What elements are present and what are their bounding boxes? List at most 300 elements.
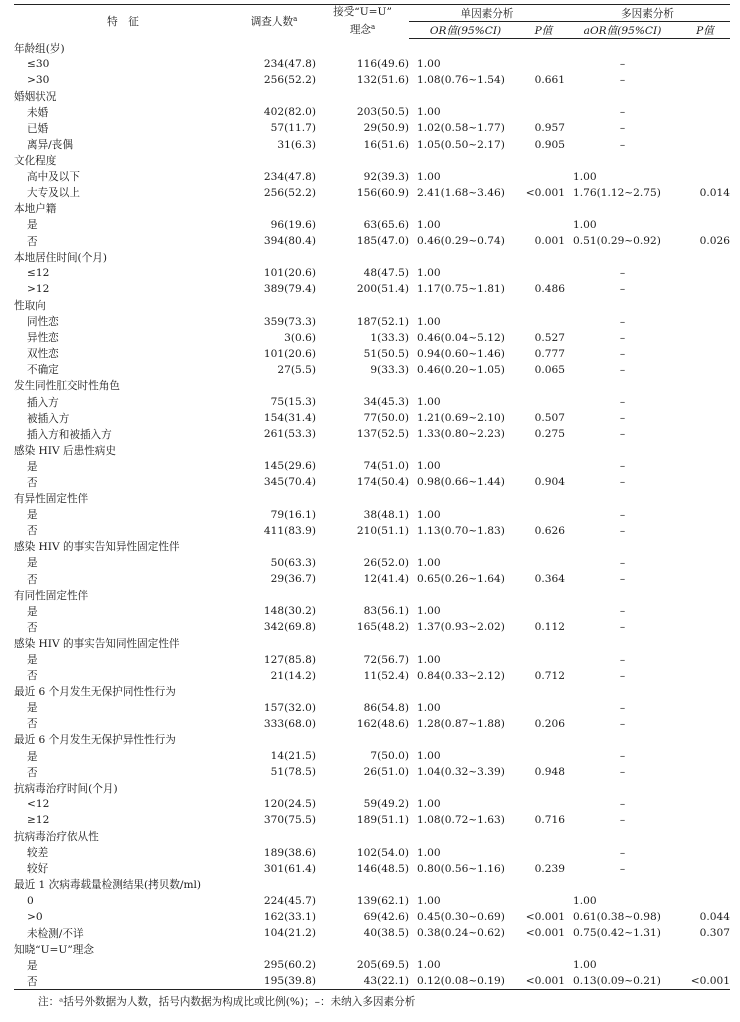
survey-count: 359(73.3): [263, 315, 316, 328]
accept-count: 174(50.4): [356, 476, 409, 489]
survey-count: 333(68.0): [263, 717, 316, 730]
group-label: 抗病毒治疗时间(个月): [14, 782, 118, 795]
table-row: [14, 748, 730, 764]
accept-count: 116(49.6): [356, 58, 409, 71]
or-value: 1.00: [417, 846, 441, 859]
accept-count: 156(60.9): [356, 186, 409, 199]
p-value: <0.001: [525, 186, 565, 199]
or-value: 1.00: [417, 396, 441, 409]
survey-count: 21(14.2): [270, 669, 316, 682]
accept-count: 29(50.9): [363, 122, 409, 135]
p-value-adjusted: [680, 603, 730, 619]
accept-count: 162(48.6): [356, 717, 409, 730]
group-label: 最近 6 个月发生无保护同性性行为: [14, 686, 176, 699]
accept-count: 26(52.0): [363, 556, 409, 569]
row-label: 较好: [27, 863, 49, 876]
aor-value: –: [619, 138, 626, 151]
p-value-adjusted: [680, 748, 730, 764]
row-label: 0: [27, 894, 34, 907]
table-row: [14, 555, 730, 571]
p-value: 0.112: [534, 621, 565, 634]
p-value-adjusted: [680, 555, 730, 571]
aor-value: –: [619, 798, 626, 811]
group-label: 感染 HIV 后患性病史: [14, 444, 116, 457]
p-value: [522, 555, 565, 571]
accept-count: 205(69.5): [356, 959, 409, 972]
row-label: 被插入方: [27, 412, 70, 425]
or-value: 1.08(0.76~1.54): [417, 74, 505, 87]
table-row: [14, 362, 730, 378]
survey-count: 301(61.4): [263, 862, 316, 875]
p-value-adjusted: [680, 265, 730, 281]
p-value: 0.905: [534, 138, 565, 151]
accept-count: 59(49.2): [363, 798, 409, 811]
aor-value: 0.75(0.42~1.31): [573, 927, 661, 940]
p-value-adjusted: [680, 72, 730, 88]
p-value: 0.001: [534, 235, 565, 248]
header-feature: 特 征: [107, 16, 139, 29]
table-footnote: 注：ᵃ括号外数据为人数，括号内数据为构成比或比例(%)；–：未纳入多因素分析: [38, 996, 416, 1008]
aor-value: –: [619, 556, 626, 569]
p-value: <0.001: [522, 973, 565, 989]
accept-count: 92(39.3): [363, 170, 409, 183]
accept-count: 34(45.3): [363, 396, 409, 409]
survey-count: 157(32.0): [263, 701, 316, 714]
aor-value: –: [619, 862, 626, 875]
p-value-adjusted: [680, 330, 730, 346]
row-label: 是: [27, 605, 38, 618]
p-value-adjusted: [680, 217, 730, 233]
accept-count: 77(50.0): [363, 412, 409, 425]
survey-count: 96(19.6): [270, 218, 316, 231]
aor-value: –: [619, 396, 626, 409]
survey-count: 31(6.3): [277, 138, 316, 151]
header-accept-uu: 接受“U=U” 理念$^a$: [333, 6, 392, 37]
header-univariate: 单因素分析: [409, 5, 565, 22]
p-value-adjusted: [680, 619, 730, 635]
table-body: [14, 39, 730, 990]
row-label: 异性恋: [27, 332, 59, 345]
survey-count: 394(80.4): [263, 235, 316, 248]
accept-count: 12(41.4): [363, 573, 409, 586]
group-header-row: [14, 297, 730, 313]
group-header-row: [14, 780, 730, 796]
accept-count: 9(33.3): [370, 363, 409, 376]
table-row: [14, 909, 730, 925]
table-row: [14, 120, 730, 136]
table-row: [14, 925, 730, 941]
or-value: 1.00: [417, 894, 441, 907]
aor-value: –: [619, 605, 626, 618]
table-row: [14, 410, 730, 426]
aor-value: –: [619, 524, 626, 537]
survey-count: 256(52.2): [263, 74, 316, 87]
group-header-row: [14, 378, 730, 394]
aor-value: –: [619, 315, 626, 328]
row-label: ≥12: [27, 814, 50, 827]
aor-value: –: [619, 508, 626, 521]
accept-count: 137(52.5): [356, 428, 409, 441]
p-value: [522, 651, 565, 667]
or-value: 1.00: [417, 750, 441, 763]
aor-value: –: [619, 74, 626, 87]
accept-count: 26(51.0): [363, 766, 409, 779]
or-value: 1.00: [417, 58, 441, 71]
survey-count: 234(47.8): [263, 58, 316, 71]
p-value: [522, 458, 565, 474]
p-value-adjusted: <0.001: [680, 973, 730, 989]
table-row: [14, 973, 730, 989]
row-label: 否: [14, 973, 232, 989]
or-value: 1.00: [417, 267, 441, 280]
p-value-adjusted: [680, 716, 730, 732]
row-label: 已婚: [27, 122, 49, 135]
aor-value: –: [619, 106, 626, 119]
p-value: 0.206: [534, 717, 565, 730]
or-value: 0.65(0.26~1.64): [417, 573, 505, 586]
aor-value: 0.51(0.29~0.92): [573, 235, 661, 248]
survey-count: 402(82.0): [263, 106, 316, 119]
aor-value: –: [619, 766, 626, 779]
survey-count: 224(45.7): [263, 894, 316, 907]
accept-count: 72(56.7): [363, 653, 409, 666]
accept-count: 210(51.1): [356, 524, 409, 537]
p-value-adjusted: [680, 426, 730, 442]
p-value: 0.661: [534, 74, 565, 87]
or-value: 0.46(0.04~5.12): [417, 331, 505, 344]
row-label: 否: [27, 718, 38, 731]
p-value-adjusted: [680, 281, 730, 297]
p-value-adjusted: [680, 861, 730, 877]
table-row: [14, 619, 730, 635]
or-value: 0.80(0.56~1.16): [417, 862, 505, 875]
p-value: [522, 265, 565, 281]
p-value: [522, 748, 565, 764]
aor-value: –: [619, 814, 626, 827]
aor-value: –: [619, 476, 626, 489]
p-value-adjusted: [680, 764, 730, 780]
p-value: [522, 314, 565, 330]
survey-count: 3(0.6): [284, 331, 316, 344]
survey-count: 27(5.5): [277, 363, 316, 376]
row-label: 否: [27, 766, 38, 779]
table-row: [14, 314, 730, 330]
aor-value: –: [619, 267, 626, 280]
aor-value: –: [619, 412, 626, 425]
table-row: [14, 603, 730, 619]
or-value: 1.28(0.87~1.88): [417, 717, 505, 730]
row-label: 双性恋: [27, 348, 59, 361]
p-value: 0.275: [534, 428, 565, 441]
row-label: 否: [27, 621, 38, 634]
group-header-row: [14, 491, 730, 507]
p-value-adjusted: [680, 410, 730, 426]
accept-count: 69(42.6): [363, 911, 409, 924]
accept-count: 48(47.5): [363, 267, 409, 280]
row-label: ≤30: [27, 58, 50, 71]
p-value: 0.957: [534, 122, 565, 135]
survey-count: 342(69.8): [263, 621, 316, 634]
accept-count: 63(65.6): [363, 218, 409, 231]
group-label: 发生同性肛交时性角色: [14, 380, 120, 393]
p-value: [522, 845, 565, 861]
p-value-adjusted: [680, 136, 730, 152]
row-label: 未婚: [27, 106, 49, 119]
survey-count: 14(21.5): [270, 750, 316, 763]
table-row: [14, 716, 730, 732]
p-value: 0.239: [534, 862, 565, 875]
survey-count: 120(24.5): [263, 798, 316, 811]
row-label: 是: [27, 460, 38, 473]
survey-count: 295(60.2): [263, 959, 316, 972]
row-label: 高中及以下: [27, 171, 80, 184]
group-header-row: [14, 635, 730, 651]
or-value: 1.04(0.32~3.39): [417, 766, 505, 779]
accept-count: 187(52.1): [356, 315, 409, 328]
aor-value: –: [619, 846, 626, 859]
group-label: 有异性固定性伴: [14, 493, 89, 506]
p-value: <0.001: [525, 927, 565, 940]
aor-value: 1.00: [573, 170, 597, 183]
row-label: 离异/丧偶: [27, 139, 73, 152]
table-row: [14, 56, 730, 72]
p-value: [522, 796, 565, 812]
table-row: [14, 474, 730, 490]
p-value: 0.065: [534, 363, 565, 376]
p-value-adjusted: [680, 507, 730, 523]
table-row: [14, 957, 730, 973]
survey-count: 189(38.6): [263, 846, 316, 859]
p-value-adjusted: [680, 571, 730, 587]
row-label: 是: [27, 750, 38, 763]
table-row: [14, 507, 730, 523]
row-label: >12: [27, 283, 50, 296]
p-value: 0.507: [534, 412, 565, 425]
p-value-adjusted: [680, 668, 730, 684]
row-label: 否: [27, 235, 38, 248]
header-or-ci: OR值(95%CI): [409, 22, 522, 39]
accept-count: 51(50.5): [363, 347, 409, 360]
accept-count: 165(48.2): [356, 621, 409, 634]
p-value: [522, 957, 565, 973]
or-value: 1.17(0.75~1.81): [417, 283, 505, 296]
p-value: 0.777: [534, 347, 565, 360]
table-row: [14, 796, 730, 812]
row-label: 插入方和被插入方: [27, 428, 112, 441]
row-label: 否: [27, 476, 38, 489]
header-aor-ci: aOR值(95%CI): [565, 22, 680, 39]
table-row: [14, 523, 730, 539]
accept-count: 203(50.5): [356, 106, 409, 119]
row-label: 是: [27, 702, 38, 715]
p-value: [522, 893, 565, 909]
group-header-row: [14, 39, 730, 57]
accept-count: 1(33.3): [370, 331, 409, 344]
table-row: [14, 700, 730, 716]
row-label: 插入方: [27, 396, 59, 409]
survey-count: 411(83.9): [263, 524, 316, 537]
row-label: >30: [27, 74, 50, 87]
table-row: [14, 104, 730, 120]
accept-count: 132(51.6): [356, 74, 409, 87]
or-value: 1.00: [417, 315, 441, 328]
p-value-adjusted: [680, 314, 730, 330]
or-value: 0.12(0.08~0.19): [409, 973, 522, 989]
p-value-adjusted: 0.026: [699, 235, 730, 248]
aor-value: 0.61(0.38~0.98): [573, 911, 661, 924]
or-value: 1.37(0.93~2.02): [417, 621, 505, 634]
survey-count: 261(53.3): [263, 428, 316, 441]
row-label: 否: [27, 525, 38, 538]
or-value: 1.05(0.50~2.17): [417, 138, 505, 151]
table-row: [14, 426, 730, 442]
p-value: [522, 169, 565, 185]
row-label: 同性恋: [27, 316, 59, 329]
p-value-adjusted: [680, 169, 730, 185]
group-header-row: [14, 153, 730, 169]
row-label: <12: [27, 798, 50, 811]
p-value-adjusted: 0.044: [699, 911, 730, 924]
or-value: 0.46(0.29~0.74): [417, 235, 505, 248]
table-row: [14, 217, 730, 233]
p-value: <0.001: [525, 911, 565, 924]
survey-count: 29(36.7): [270, 573, 316, 586]
aor-value: –: [619, 363, 626, 376]
aor-value: –: [619, 331, 626, 344]
accept-count: 86(54.8): [363, 701, 409, 714]
table-row: [14, 571, 730, 587]
group-label: 性取向: [14, 299, 46, 312]
survey-count: 370(75.5): [263, 814, 316, 827]
accept-count: 7(50.0): [370, 750, 409, 763]
row-label: 否: [27, 670, 38, 683]
table-row: [14, 281, 730, 297]
header-survey-count: 调查人数$^a$: [250, 15, 298, 29]
aor-value: 1.00: [573, 894, 597, 907]
table-row: [14, 265, 730, 281]
group-label: 最近 1 次病毒载量检测结果(拷贝数/ml): [14, 879, 202, 892]
aor-value: 1.00: [573, 959, 597, 972]
p-value: 0.527: [534, 331, 565, 344]
p-value: 0.486: [534, 283, 565, 296]
aor-value: –: [619, 750, 626, 763]
accept-count: 43(22.1): [316, 973, 409, 989]
survey-count: 256(52.2): [263, 186, 316, 199]
p-value: [522, 217, 565, 233]
group-header-row: [14, 442, 730, 458]
aor-value: –: [619, 669, 626, 682]
aor-value: –: [619, 58, 626, 71]
group-label: 本地居住时间(个月): [14, 251, 108, 264]
p-value-adjusted: [680, 812, 730, 828]
table-row: [14, 812, 730, 828]
p-value: [522, 507, 565, 523]
p-value-adjusted: [680, 700, 730, 716]
accept-count: 11(52.4): [363, 669, 409, 682]
survey-count: 127(85.8): [263, 653, 316, 666]
accept-count: 16(51.6): [363, 138, 409, 151]
p-value: 0.712: [534, 669, 565, 682]
group-label: 本地户籍: [14, 203, 57, 216]
p-value-adjusted: [680, 845, 730, 861]
accept-count: 189(51.1): [356, 814, 409, 827]
results-table: [14, 4, 730, 990]
or-value: 1.00: [417, 605, 441, 618]
or-value: 1.21(0.69~2.10): [417, 412, 505, 425]
group-header-row: [14, 877, 730, 893]
p-value: [522, 394, 565, 410]
table-row: [14, 346, 730, 362]
row-label: 是: [27, 509, 38, 522]
or-value: 0.45(0.30~0.69): [417, 911, 505, 924]
survey-count: 57(11.7): [270, 122, 316, 135]
p-value-adjusted: 0.307: [699, 927, 730, 940]
row-label: 不确定: [27, 364, 59, 377]
aor-value: 0.13(0.09~0.21): [565, 973, 680, 989]
or-value: 1.00: [417, 170, 441, 183]
table-row: [14, 845, 730, 861]
row-label: 较差: [27, 847, 49, 860]
accept-count: 185(47.0): [356, 235, 409, 248]
p-value: 0.716: [534, 814, 565, 827]
p-value-adjusted: [680, 346, 730, 362]
table-row: [14, 185, 730, 201]
table-row: [14, 233, 730, 249]
p-value-adjusted: [680, 362, 730, 378]
aor-value: –: [619, 621, 626, 634]
row-label: ≤12: [27, 267, 50, 280]
or-value: 0.84(0.33~2.12): [417, 669, 505, 682]
group-header-row: [14, 88, 730, 104]
table-row: [14, 330, 730, 346]
group-label: 年龄组(岁): [14, 43, 65, 55]
table-row: [14, 169, 730, 185]
p-value-adjusted: [680, 56, 730, 72]
row-label: 否: [27, 573, 38, 586]
or-value: 1.00: [417, 798, 441, 811]
row-label: 是: [27, 959, 38, 972]
row-label: >0: [27, 911, 43, 924]
survey-count: 389(79.4): [263, 283, 316, 296]
survey-count: 51(78.5): [270, 766, 316, 779]
group-header-row: [14, 829, 730, 845]
group-header-row: [14, 201, 730, 217]
or-value: 1.00: [417, 556, 441, 569]
p-value-adjusted: [680, 458, 730, 474]
p-value: [522, 603, 565, 619]
or-value: 1.33(0.80~2.23): [417, 428, 505, 441]
p-value-adjusted: 0.014: [699, 186, 730, 199]
group-label: 有同性固定性伴: [14, 589, 89, 602]
p-value-adjusted: [680, 104, 730, 120]
or-value: 1.02(0.58~1.77): [417, 122, 505, 135]
header-p-value: P值: [522, 22, 565, 39]
survey-count: 148(30.2): [263, 605, 316, 618]
or-value: 1.00: [417, 653, 441, 666]
aor-value: –: [619, 460, 626, 473]
survey-count: 101(20.6): [263, 267, 316, 280]
p-value-adjusted: [680, 796, 730, 812]
table-row: [14, 651, 730, 667]
p-value-adjusted: [680, 394, 730, 410]
table-row: [14, 861, 730, 877]
or-value: 1.00: [417, 106, 441, 119]
aor-value: –: [619, 428, 626, 441]
header-p-value-adjusted: P值: [680, 22, 730, 39]
or-value: 1.08(0.72~1.63): [417, 814, 505, 827]
or-value: 1.00: [417, 508, 441, 521]
aor-value: 1.76(1.12~2.75): [573, 186, 661, 199]
